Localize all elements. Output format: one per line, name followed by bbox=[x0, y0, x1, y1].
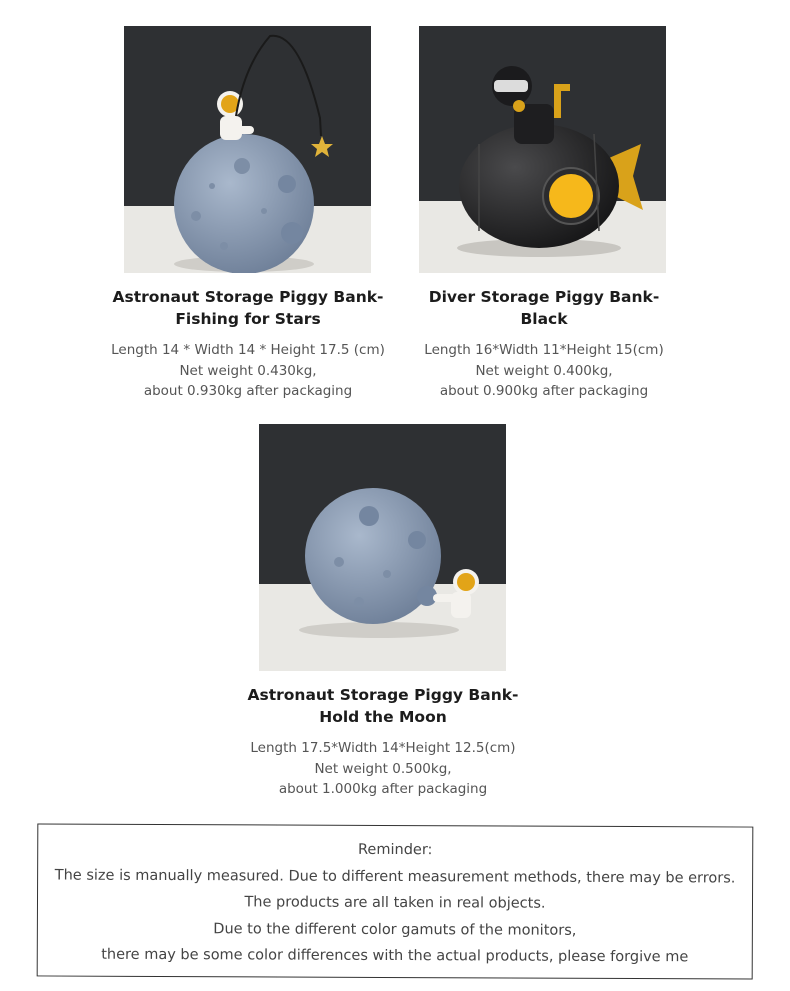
reminder-line: there may be some color differences with the actual products, please forgive me bbox=[101, 946, 689, 966]
astronaut-fishing-moon-image bbox=[124, 26, 371, 273]
product-photo-fishing-for-stars[interactable] bbox=[124, 26, 371, 273]
spec-size: Length 17.5*Width 14*Height 12.5(cm) bbox=[250, 740, 516, 756]
product-specs bbox=[394, 340, 694, 402]
reminder-heading: Reminder: bbox=[357, 841, 433, 859]
spec-size: Length 16*Width 11*Height 15(cm) bbox=[424, 342, 664, 358]
reminder-line: Due to the different color gamuts of the monitors, bbox=[213, 920, 577, 939]
product-photo-diver-black[interactable] bbox=[419, 26, 666, 273]
reminder-line: The size is manually measured. Due to different measurement methods, there may be errors. bbox=[54, 867, 736, 886]
product-title bbox=[233, 684, 533, 728]
product-title bbox=[98, 286, 398, 330]
diver-submarine-image bbox=[419, 26, 666, 273]
product-title-line2: Fishing for Stars bbox=[175, 310, 321, 328]
spec-packaged-weight: about 0.900kg after packaging bbox=[439, 383, 649, 399]
product-title-line1: Astronaut Storage Piggy Bank- bbox=[247, 686, 519, 704]
product-photo-hold-the-moon[interactable] bbox=[259, 424, 506, 671]
product-title-line1: Astronaut Storage Piggy Bank- bbox=[112, 288, 384, 306]
product-specs bbox=[98, 340, 398, 402]
spec-size: Length 14 * Width 14 * Height 17.5 (cm) bbox=[111, 342, 385, 358]
product-title-line2: Black bbox=[520, 310, 568, 328]
product-title bbox=[394, 286, 694, 330]
spec-packaged-weight: about 1.000kg after packaging bbox=[278, 781, 488, 797]
astronaut-hold-moon-image bbox=[259, 424, 506, 671]
product-title-line2: Hold the Moon bbox=[319, 708, 447, 726]
product-title-line1: Diver Storage Piggy Bank- bbox=[428, 288, 660, 306]
spec-packaged-weight: about 0.930kg after packaging bbox=[143, 383, 353, 399]
reminder-box bbox=[37, 823, 754, 979]
spec-net-weight: Net weight 0.430kg, bbox=[179, 362, 317, 379]
spec-net-weight: Net weight 0.500kg, bbox=[314, 760, 452, 777]
product-specs bbox=[233, 738, 533, 800]
spec-net-weight: Net weight 0.400kg, bbox=[475, 362, 613, 379]
reminder-line: The products are all taken in real objects. bbox=[244, 894, 546, 912]
